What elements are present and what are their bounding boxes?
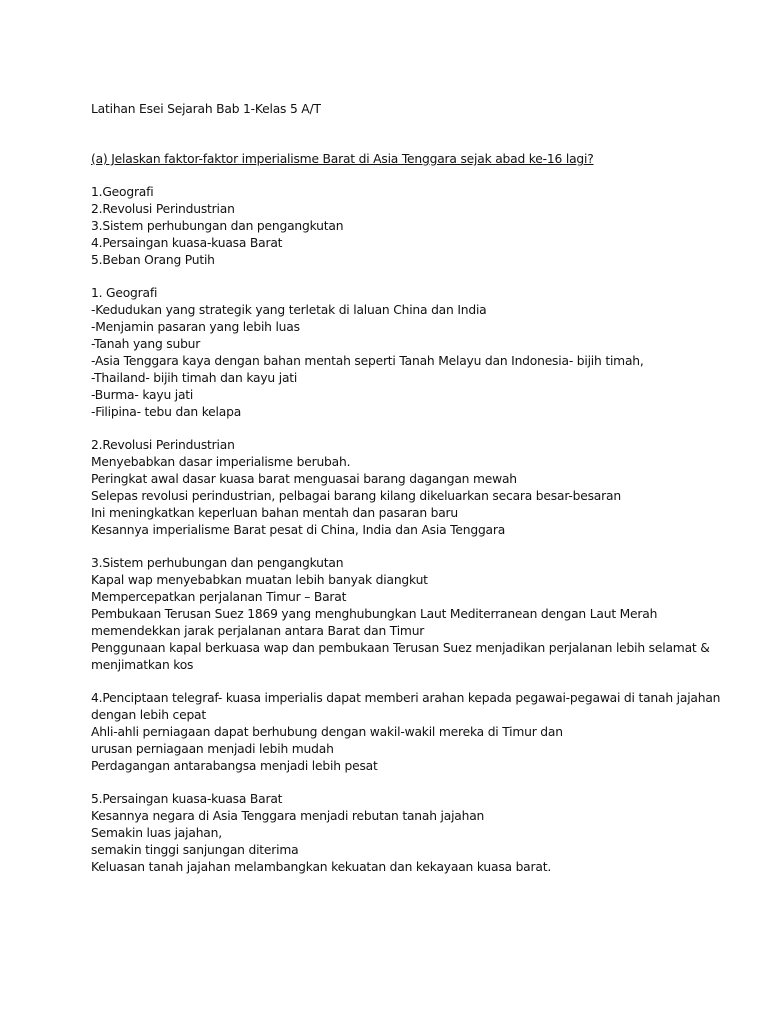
section-line: Ini meningkatkan keperluan bahan mentah dan pasaran baru: [91, 506, 459, 520]
section-line: -Filipina- tebu dan kelapa: [91, 405, 242, 419]
section-line: Mempercepatkan perjalanan Timur – Barat: [91, 590, 347, 604]
section-line: dengan lebih cepat: [91, 708, 207, 722]
section-line: Kesannya imperialisme Barat pesat di China, India dan Asia Tenggara: [91, 523, 506, 537]
section-line: memendekkan jarak perjalanan antara Barat dan Timur: [91, 624, 425, 638]
section-heading-geografi: 1. Geografi: [91, 286, 158, 300]
section-line: Penggunaan kapal berkuasa wap dan pembukaan Terusan Suez menjadikan perjalanan lebih selamat &: [91, 641, 710, 655]
section-line: Ahli-ahli perniagaan dapat berhubung dengan wakil-wakil mereka di Timur dan: [91, 725, 563, 739]
section-line: Kapal wap menyebabkan muatan lebih banyak diangkut: [91, 573, 428, 587]
section-line: -Menjamin pasaran yang lebih luas: [91, 320, 300, 334]
section-line: Selepas revolusi perindustrian, pelbagai barang kilang dikeluarkan secara besar-besaran: [91, 489, 621, 503]
section-line-telegraf: 4.Penciptaan telegraf- kuasa imperialis dapat memberi arahan kepada pegawai-pegawai di tanah jajahan: [91, 691, 721, 705]
section-line: Semakin luas jajahan,: [91, 826, 222, 840]
section-line: -Kedudukan yang strategik yang terletak di laluan China dan India: [91, 303, 487, 317]
document-title: Latihan Esei Sejarah Bab 1-Kelas 5 A/T: [91, 102, 321, 116]
summary-item: 5.Beban Orang Putih: [91, 253, 215, 267]
section-heading-persaingan: 5.Persaingan kuasa-kuasa Barat: [91, 792, 283, 806]
summary-item: 3.Sistem perhubungan dan pengangkutan: [91, 219, 344, 233]
summary-item: 1.Geografi: [91, 185, 154, 199]
section-line: -Tanah yang subur: [91, 337, 201, 351]
section-line: -Asia Tenggara kaya dengan bahan mentah seperti Tanah Melayu dan Indonesia- bijih timah,: [91, 354, 644, 368]
section-line: Perdagangan antarabangsa menjadi lebih pesat: [91, 759, 378, 773]
section-line: menjimatkan kos: [91, 658, 194, 672]
section-line: Pembukaan Terusan Suez 1869 yang menghubungkan Laut Mediterranean dengan Laut Merah: [91, 607, 658, 621]
section-line: Keluasan tanah jajahan melambangkan kekuatan dan kekayaan kuasa barat.: [91, 860, 552, 874]
section-line: -Thailand- bijih timah dan kayu jati: [91, 371, 298, 385]
question-text: (a) Jelaskan faktor-faktor imperialisme Barat di Asia Tenggara sejak abad ke-16 lagi?: [91, 152, 594, 166]
section-line: Peringkat awal dasar kuasa barat menguasai barang dagangan mewah: [91, 472, 517, 486]
summary-item: 4.Persaingan kuasa-kuasa Barat: [91, 236, 283, 250]
summary-item: 2.Revolusi Perindustrian: [91, 202, 235, 216]
section-line: semakin tinggi sanjungan diterima: [91, 843, 299, 857]
section-line: Kesannya negara di Asia Tenggara menjadi rebutan tanah jajahan: [91, 809, 485, 823]
section-line: Menyebabkan dasar imperialisme berubah.: [91, 455, 351, 469]
section-heading-sistem: 3.Sistem perhubungan dan pengangkutan: [91, 556, 344, 570]
section-line: -Burma- kayu jati: [91, 388, 194, 402]
section-line: urusan perniagaan menjadi lebih mudah: [91, 742, 334, 756]
section-heading-revolusi: 2.Revolusi Perindustrian: [91, 438, 235, 452]
